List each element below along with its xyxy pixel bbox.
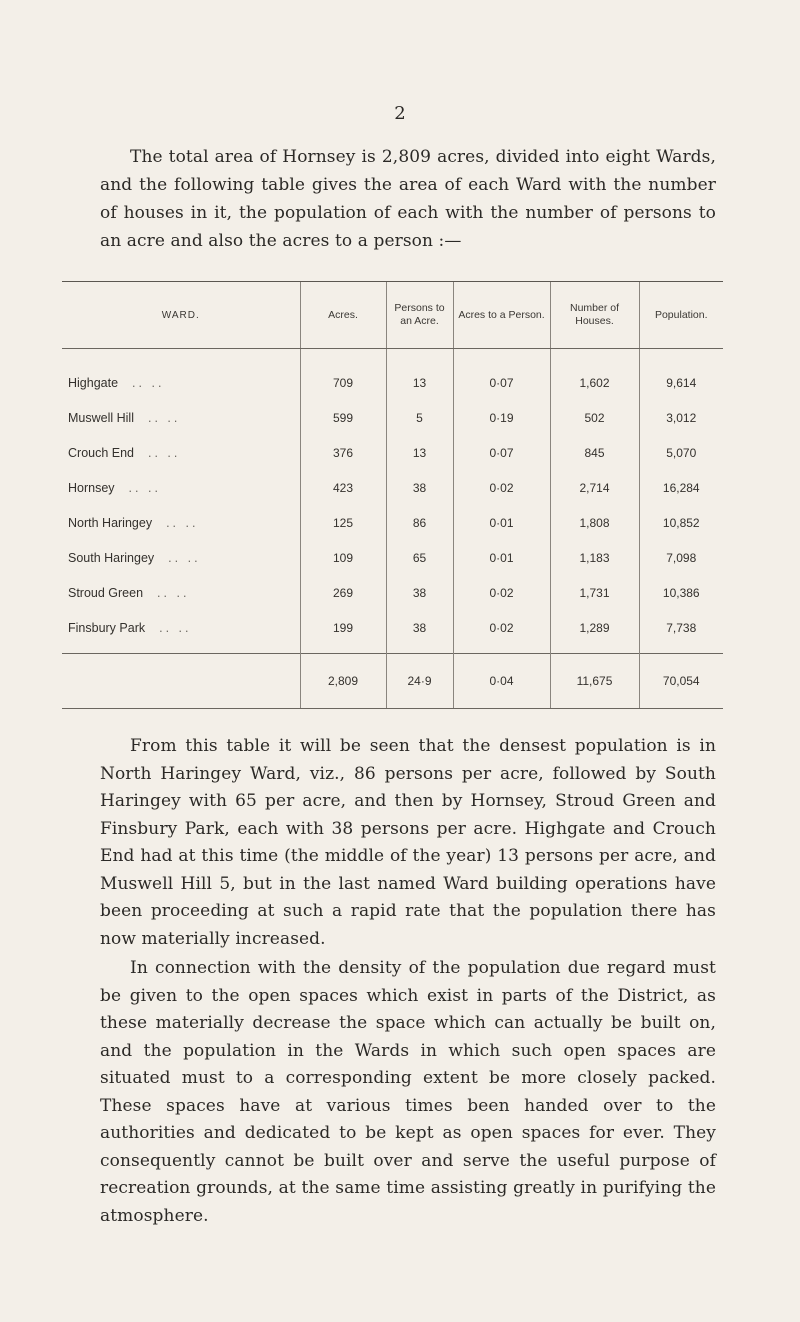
leader-dots: .. .. xyxy=(132,375,165,390)
leader-dots: .. .. xyxy=(166,515,199,530)
leader-dots: .. .. xyxy=(157,585,190,600)
ward-name: South Haringey xyxy=(68,550,155,565)
acres-cell: 125 xyxy=(300,505,386,540)
total-population-cell: 70,054 xyxy=(639,654,723,709)
houses-cell: 1,808 xyxy=(550,505,639,540)
acres-cell: 599 xyxy=(300,400,386,435)
acres-cell: 109 xyxy=(300,540,386,575)
table-row xyxy=(62,610,723,654)
ward-name: Stroud Green xyxy=(68,585,144,600)
population-cell: 9,614 xyxy=(639,349,723,401)
open-spaces-paragraph: In connection with the density of the population due regard must be given to the open spaces which exist in parts of the District, as these materially decrease the space which can actually be built on, and the population in the Wards in which such open spaces are situated must to a corresponding extent be more closely packed. These spaces have at various times been handed over to the authorities and dedicated to be kept as open spaces for ever. They consequently cannot be built over and serve the useful purpose of recreation grounds, at the same time assisting greatly in purifying the atmosphere. xyxy=(100,958,716,1226)
ward-name-cell xyxy=(62,435,300,470)
total-persons-per-acre-cell: 24·9 xyxy=(386,654,453,709)
header-houses: Number of Houses. xyxy=(550,282,639,349)
totals-row xyxy=(62,654,723,709)
persons-per-acre-cell: 13 xyxy=(386,435,453,470)
ward-statistics-table-container xyxy=(62,281,723,705)
population-cell: 5,070 xyxy=(639,435,723,470)
table-row xyxy=(62,505,723,540)
population-cell: 3,012 xyxy=(639,400,723,435)
header-acres: Acres. xyxy=(300,282,386,349)
ward-name-cell xyxy=(62,505,300,540)
houses-cell: 502 xyxy=(550,400,639,435)
persons-per-acre-cell: 13 xyxy=(386,349,453,401)
ward-name-cell xyxy=(62,610,300,654)
ward-name: North Haringey xyxy=(68,515,153,530)
leader-dots: .. .. xyxy=(159,620,192,635)
intro-paragraph: The total area of Hornsey is 2,809 acres, divided into eight Wards, and the following table gives the area of each Ward with the number of houses in it, the population of each with the number of persons to an acre and also the acres to a person :— xyxy=(100,147,716,251)
header-acres-per-person: Acres to a Person. xyxy=(453,282,550,349)
table-header-row xyxy=(62,282,723,349)
persons-per-acre-cell: 5 xyxy=(386,400,453,435)
table-body xyxy=(62,349,723,654)
table-row xyxy=(62,575,723,610)
acres-cell: 199 xyxy=(300,610,386,654)
houses-cell: 1,602 xyxy=(550,349,639,401)
houses-cell: 1,731 xyxy=(550,575,639,610)
table-row xyxy=(62,349,723,401)
total-acres-per-person-cell: 0·04 xyxy=(453,654,550,709)
header-ward: WARD. xyxy=(62,282,300,349)
persons-per-acre-cell: 38 xyxy=(386,575,453,610)
population-cell: 16,284 xyxy=(639,470,723,505)
persons-per-acre-cell: 65 xyxy=(386,540,453,575)
persons-per-acre-cell: 86 xyxy=(386,505,453,540)
page-number: 2 xyxy=(394,103,406,124)
header-persons-per-acre: Persons to an Acre. xyxy=(386,282,453,349)
acres-per-person-cell: 0·02 xyxy=(453,470,550,505)
density-paragraph: From this table it will be seen that the densest population is in North Haringey Ward, viz., 86 persons per acre, followed by South Haringey with 65 per acre, and then by Hornsey, Stroud Green and Finsbury Park, each with 38 persons per acre. Highgate and Crouch End had at this time (the middle of the year) 13 persons per acre, and Muswell Hill 5, but in the last named Ward building operations have been proceeding at such a rapid rate that the population there has now materially increased. xyxy=(100,736,716,949)
ward-name: Highgate xyxy=(68,375,119,390)
ward-name-cell xyxy=(62,540,300,575)
acres-per-person-cell: 0·02 xyxy=(453,575,550,610)
header-population: Population. xyxy=(639,282,723,349)
population-cell: 10,386 xyxy=(639,575,723,610)
houses-cell: 2,714 xyxy=(550,470,639,505)
acres-cell: 423 xyxy=(300,470,386,505)
table-row xyxy=(62,470,723,505)
persons-per-acre-cell: 38 xyxy=(386,610,453,654)
total-houses-cell: 11,675 xyxy=(550,654,639,709)
ward-name: Finsbury Park xyxy=(68,620,146,635)
population-cell: 10,852 xyxy=(639,505,723,540)
leader-dots: .. .. xyxy=(147,410,181,425)
ward-name: Hornsey xyxy=(68,480,115,495)
leader-dots: .. .. xyxy=(168,550,201,565)
ward-name: Muswell Hill xyxy=(68,410,134,425)
houses-cell: 845 xyxy=(550,435,639,470)
leader-dots: .. .. xyxy=(148,445,181,460)
table-row xyxy=(62,540,723,575)
ward-name-cell xyxy=(62,575,300,610)
totals-label-cell xyxy=(62,654,300,709)
leader-dots: .. .. xyxy=(128,480,161,495)
table-row xyxy=(62,400,723,435)
ward-statistics-table xyxy=(62,281,723,709)
acres-per-person-cell: 0·07 xyxy=(453,435,550,470)
acres-cell: 269 xyxy=(300,575,386,610)
houses-cell: 1,183 xyxy=(550,540,639,575)
acres-per-person-cell: 0·01 xyxy=(453,505,550,540)
population-cell: 7,098 xyxy=(639,540,723,575)
ward-name-cell xyxy=(62,400,300,435)
ward-name-cell xyxy=(62,470,300,505)
persons-per-acre-cell: 38 xyxy=(386,470,453,505)
acres-cell: 376 xyxy=(300,435,386,470)
acres-per-person-cell: 0·01 xyxy=(453,540,550,575)
total-acres-cell: 2,809 xyxy=(300,654,386,709)
acres-per-person-cell: 0·02 xyxy=(453,610,550,654)
acres-per-person-cell: 0·07 xyxy=(453,349,550,401)
houses-cell: 1,289 xyxy=(550,610,639,654)
acres-cell: 709 xyxy=(300,349,386,401)
ward-name-cell xyxy=(62,349,300,401)
ward-name: Crouch End xyxy=(68,445,135,460)
population-cell: 7,738 xyxy=(639,610,723,654)
table-row xyxy=(62,435,723,470)
acres-per-person-cell: 0·19 xyxy=(453,400,550,435)
